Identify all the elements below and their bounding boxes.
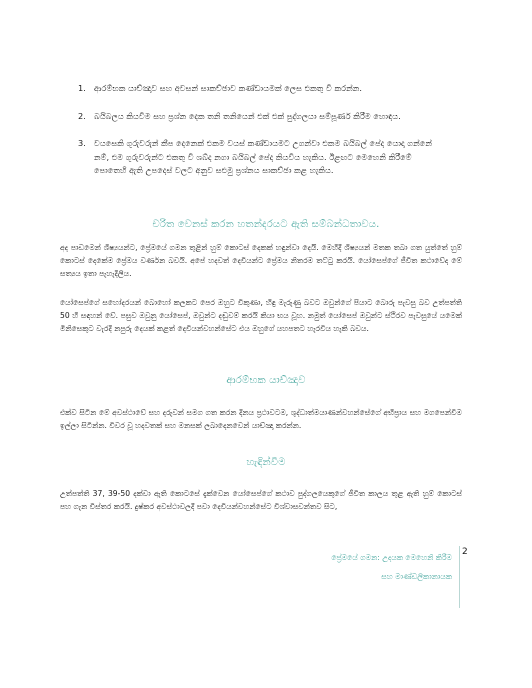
page-number: 2 <box>462 547 468 557</box>
section-heading-connection: චරිත වෙනස් කරන හතන්දරයට ඇති සම්බන්ධතාවය. <box>152 219 380 230</box>
list-text: බයිබලය කියවීම සහ ප්‍රශ්න දෙක තනි තනියෙන් එක් එක් පුද්ගලයා සම්පූර්ණ කිරීම හොඳය. <box>94 110 401 121</box>
instruction-list <box>78 82 438 192</box>
section-paragraph: අද පාඩමෙන් ශිෂ්‍යයන්ට, ප්‍රේමයේ ගමන තුළින් හුම් කොටස් දෙකක් හඳුන්වා දෙයි. මෙහිදී ශිෂ්‍යයන් මතක තබා ගත යුත්තේ හුම් කොටස් දෙකේම ප්‍රේමය වර්ණන බවයි. අපේ හදවත් දෙවියන්ට ප්‍රේමය නිතරම තට්ටු කරයි. යෝසෙප්ගේ ජීවිත කථාවේද මේ සත්‍යය ඉතා පැහැදිලිය. <box>60 243 462 278</box>
section-heading-opening-prayer: ආරම්භක යාච්ඤාව <box>226 375 306 386</box>
list-text: වයසෙකි ගුරුවරුන් කීප දෙනෙක් එකම වයස් කණ්ඩායමට උගන්වා එකම බයිබල් පේද යොදා ගන්නේ නම්, එම ගුරුවරුන්ට එකතු වී ශබ්ද නගා බයිබල් පේද කියවිය හැකිය. ඊළඟට මෙහෙනි කිරීමේ පොතෙහි ඇති උපදෙස් වලට අනුව සළුමු ප්‍රශ්නය සාකච්ඡා කළ හැකිය. <box>94 138 432 175</box>
footer-subtitle: සහ මාණ්ඩලිකානායක <box>381 572 452 581</box>
list-item <box>78 82 438 96</box>
footer-divider <box>459 546 460 608</box>
list-number: 3. <box>78 138 86 148</box>
footer-title: ප්‍රේමයේ ගමන: උදයක මෙහෙනි කිරීම <box>331 553 452 562</box>
list-item <box>78 137 438 178</box>
list-number: 2. <box>78 110 86 121</box>
section-paragraph: යෝසෙප්ගේ සහෝදරයන් බොහෝ කලකට පෙර ඔහුට විකුණා, හිඳු මැරුණු බවට ඔවුන්ගේ පියාට බොරු පැවසු බව උත්පත්ති 50 හි සඳහන් වේ. පසුව ඔවුනු යෝසෙප්, ඔවුන්ට දඬුවම් කරයි කියා භය වූහ. නමුත් යෝසෙප් ඔවුන්ට ස්ථිරව පැවසුයේ යමෙක් මිනිසෙකුට වැරදි නපුරු දෙයක් කළත් දෙවියන්වහන්සේට එය ඔහුගේ යහපතට හැරවිය හැකි බවය. <box>60 298 462 333</box>
section-paragraph: උත්පත්ති 37, 39-50 දක්වා ඇති කොටසේ දැක්වෙන යෝසෙප්ගේ කථාව පුද්ගලයෙකුගේ ජීවිත කාලය තුළ ඇති හුම් කොටස් පහ ගැන විස්තර කරයි. දුෂ්කර අවස්ථාවලදී පවා දෙවියන්වහන්සේට විශ්වාසවන්තව සිට, <box>60 489 462 511</box>
list-item <box>78 110 438 124</box>
section-paragraph: එක්ව සිටින මේ අවස්ථාවේ සහ දරුවන් සමග ගත කරන දිනය ප්‍රථාවටම, ශුද්ධාත්මයාණන්වහන්සේගේ අභිප්‍රාය සහ මගපෙන්වීම ඉල්ලා සිටින්න. විවර වූ හදවතක් සහ මනසක් ලබාදෙනවෙන් යාච්ඤා කරන්න. <box>60 408 462 430</box>
list-text: ආරම්භක යාච්ඤාව සහ අවසන් සාකච්ඡාව කණ්ඩායමක් ලෙස එකතු වී කරන්න. <box>94 83 363 93</box>
list-number: 1. <box>78 83 86 93</box>
section-heading-introduction: හැඳින්වීම <box>246 457 286 468</box>
